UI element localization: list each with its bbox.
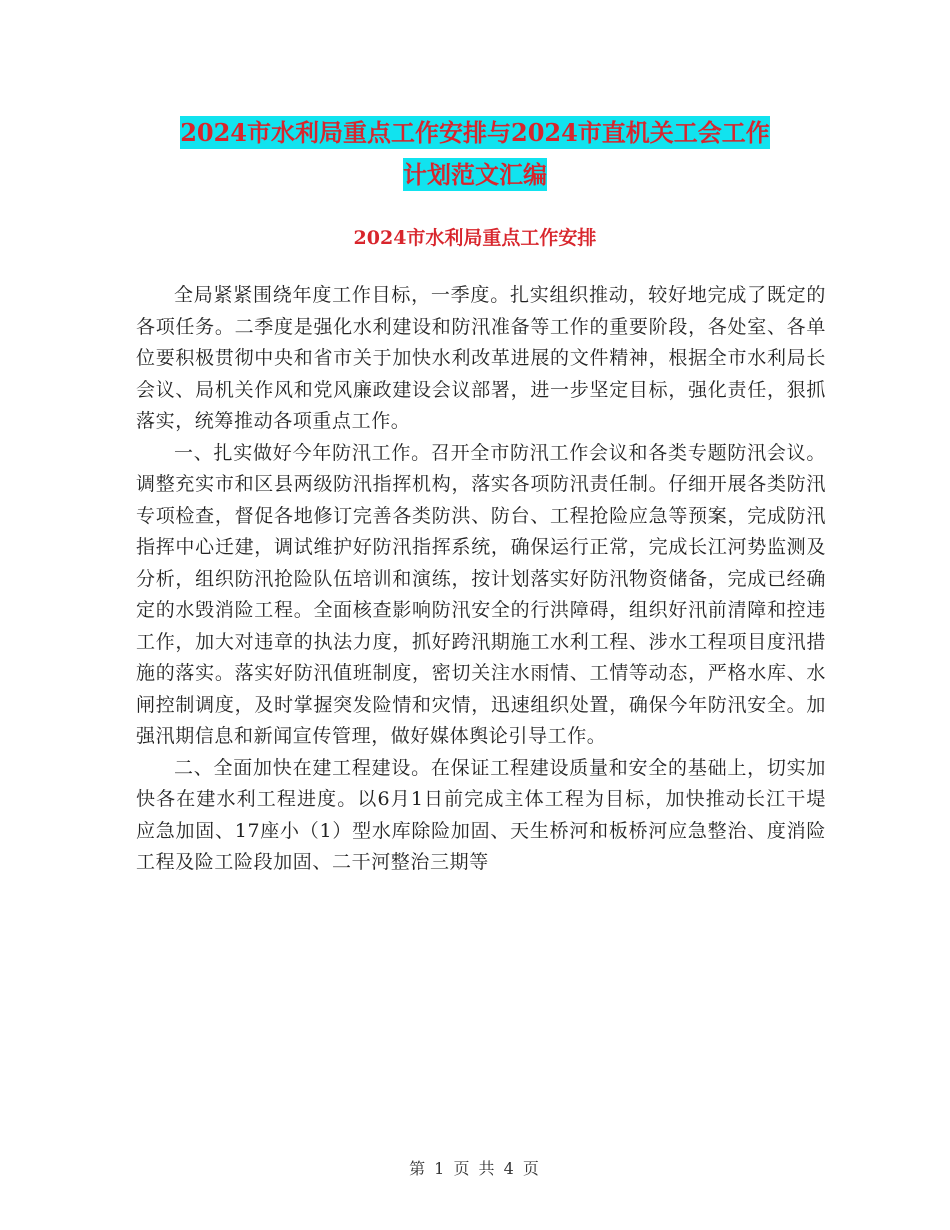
page-number-footer: 第 1 页 共 4 页 <box>409 1159 541 1178</box>
document-title-line-2: 计划范文汇编 <box>403 160 547 189</box>
paragraph-flood-control: 一、扎实做好今年防汛工作。召开全市防汛工作会议和各类专题防汛会议。调整充实市和区县两级防汛指挥机构，落实各项防汛责任制。仔细开展各类防汛专项检查，督促各地修订完善各类防洪、防台、工程抢险应急等预案，完成防汛指挥中心迁建，调试维护好防汛指挥系统，确保运行正常，完成长江河势监测及分析，组织防汛抢险队伍培训和演练，按计划落实好防汛物资储备，完成已经确定的水毁消险工程。全面核查影响防汛安全的行洪障碍，组织好汛前清障和控违工作，加大对违章的执法力度，抓好跨汛期施工水利工程、涉水工程项目度汛措施的落实。落实好防汛值班制度，密切关注水雨情、工情等动态，严格水库、水闸控制调度，及时掌握突发险情和灾情，迅速组织处置，确保今年防汛安全。加强汛期信息和新闻宣传管理，做好媒体舆论引导工作。 <box>136 441 826 747</box>
paragraph-construction: 二、全面加快在建工程建设。在保证工程建设质量和安全的基础上，切实加快各在建水利工程进度。以6月1日前完成主体工程为目标，加快推动长江干堤应急加固、17座小（1）型水库除险加固、天生桥河和板桥河应急整治、度消险工程及险工险段加固、二干河整治三期等 <box>136 756 826 873</box>
paragraph-intro: 全局紧紧围绕年度工作目标，一季度。扎实组织推动，较好地完成了既定的各项任务。二季度是强化水利建设和防汛准备等工作的重要阶段，各处室、各单位要积极贯彻中央和省市关于加快水利改革进展的文件精神，根据全市水利局长会议、局机关作风和党风廉政建设会议部署，进一步坚定目标，强化责任，狠抓落实，统筹推动各项重点工作。 <box>136 284 826 432</box>
section-title: 2024市水利局重点工作安排 <box>353 227 597 249</box>
document-title-line-1: 2024市水利局重点工作安排与2024市直机关工会工作 <box>180 118 770 147</box>
document-body <box>136 280 826 879</box>
document-title <box>0 112 950 196</box>
